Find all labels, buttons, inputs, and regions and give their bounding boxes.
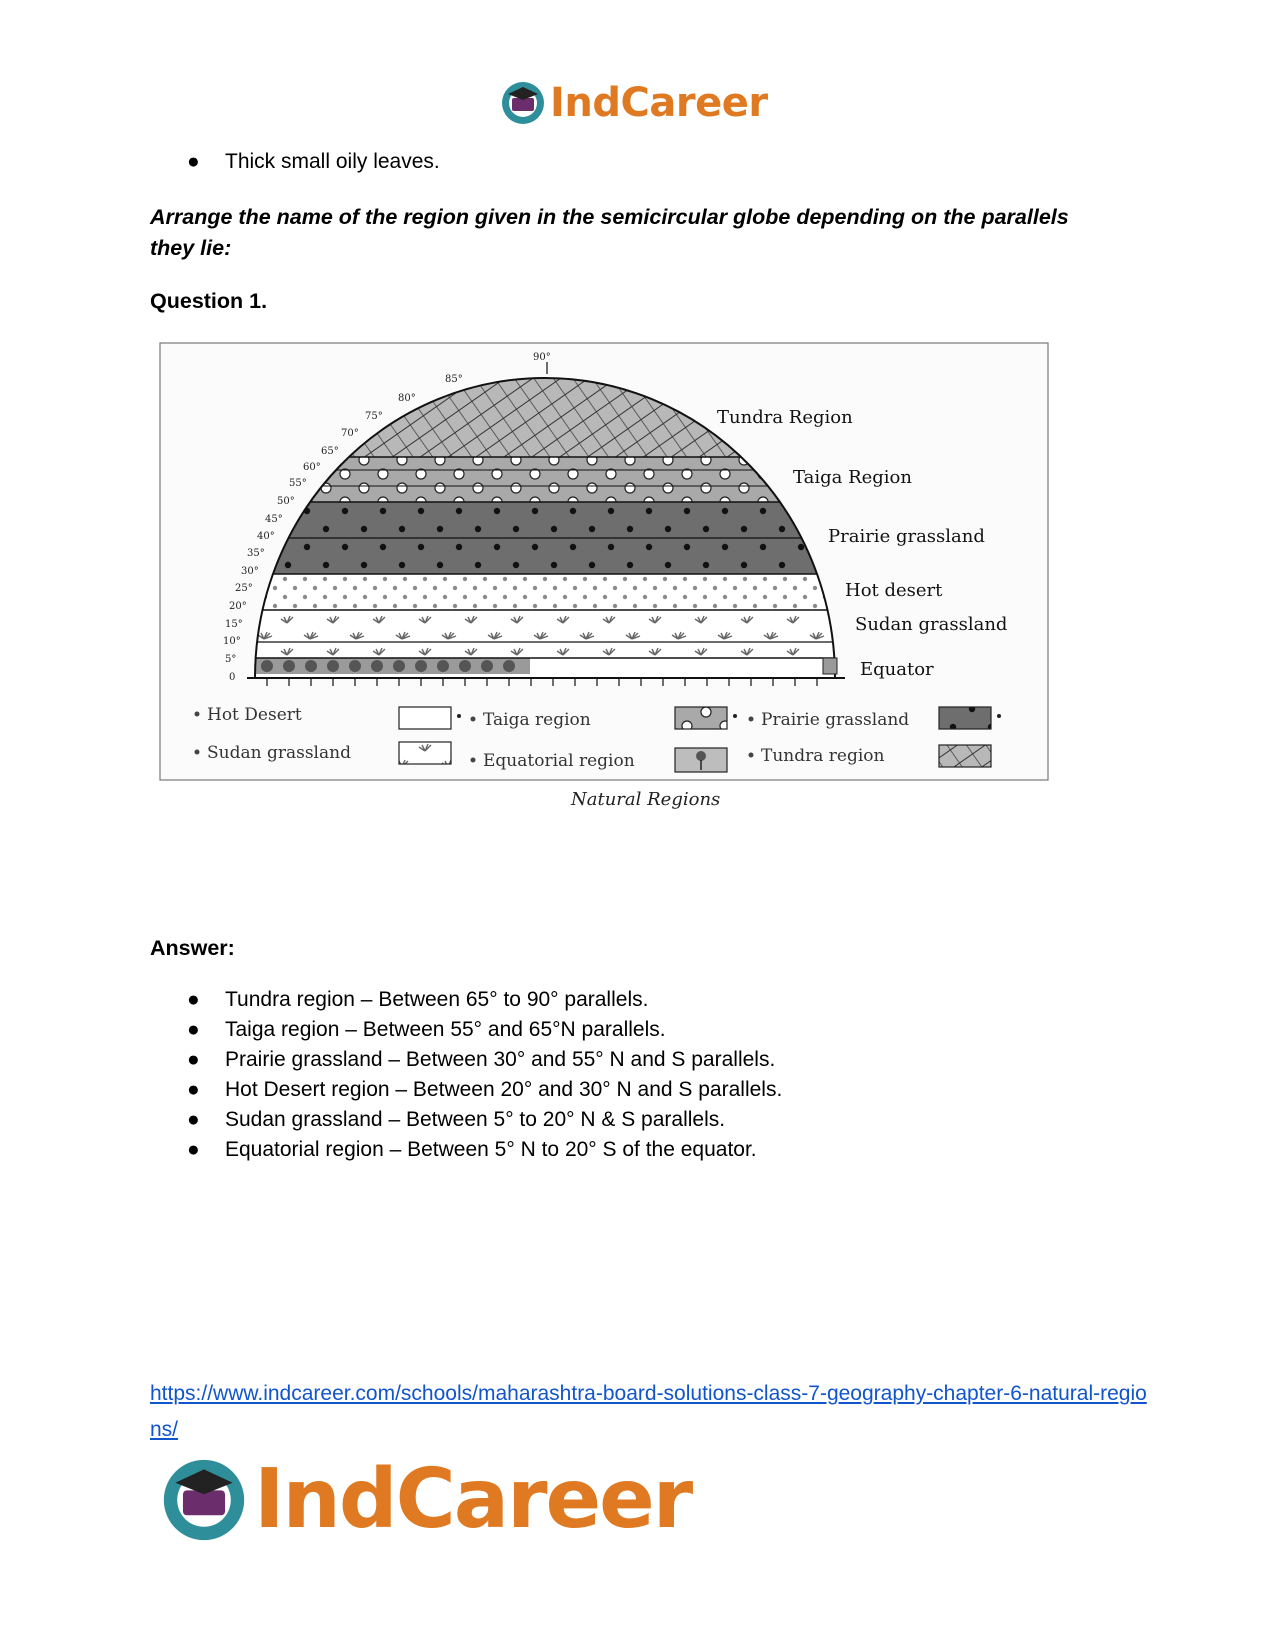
- lat-label-0: 0: [229, 672, 236, 683]
- sudan-band: [245, 610, 855, 658]
- legend-taiga: Taiga region: [483, 710, 591, 730]
- source-link[interactable]: https://www.indcareer.com/schools/maharashtra-board-solutions-class-7-geography-chapter-6-natural-regions/: [150, 1382, 1147, 1441]
- legend-taiga-swatch: [675, 707, 727, 729]
- sudan-label: Sudan grassland: [855, 614, 1008, 635]
- list-item-text: Thick small oily leaves.: [225, 150, 440, 173]
- answer-list: [187, 985, 782, 1165]
- graduation-book-icon: [500, 80, 546, 126]
- lat-label-15: 15°: [225, 619, 243, 630]
- logo-wordmark: IndCareer: [254, 1452, 692, 1547]
- list-item-text: Tundra region – Between 65° to 90° parallels.: [225, 988, 649, 1011]
- question-label: Question 1.: [150, 289, 268, 313]
- bullet-icon: ●: [187, 1078, 200, 1101]
- legend-tundra-swatch: [939, 745, 991, 767]
- graduation-book-icon: [160, 1456, 248, 1544]
- lat-label-45: 45°: [265, 514, 283, 525]
- hot-desert-band: [245, 574, 855, 610]
- list-item-text: Sudan grassland – Between 5° to 20° N & S parallels.: [225, 1108, 726, 1131]
- tundra-label: Tundra Region: [717, 407, 853, 428]
- lat-label-10: 10°: [223, 636, 241, 647]
- bullet-icon: ●: [187, 1138, 200, 1161]
- bullet-icon: ●: [187, 150, 200, 173]
- lat-label-60: 60°: [303, 462, 321, 473]
- taiga-label: Taiga Region: [793, 467, 912, 488]
- lat-label-40: 40°: [257, 531, 275, 542]
- instruction-text: Arrange the name of the region given in the semicircular globe depending on the parallels they lie:: [150, 205, 1069, 260]
- list-item: [187, 985, 782, 1015]
- list-item: [187, 147, 440, 177]
- lat-label-75: 75°: [365, 411, 383, 422]
- lat-label-70: 70°: [341, 428, 359, 439]
- indcareer-logo-bottom: [160, 1452, 692, 1547]
- legend-prairie: Prairie grassland: [761, 710, 910, 730]
- figure-caption: Natural Regions: [571, 789, 721, 810]
- lat-label-25: 25°: [235, 583, 253, 594]
- bullet-icon: ●: [187, 1108, 200, 1131]
- lat-label-50: 50°: [277, 496, 295, 507]
- list-item: [187, 1105, 782, 1135]
- answer-label: Answer:: [150, 936, 235, 960]
- legend-equatorial: Equatorial region: [483, 751, 635, 771]
- bullet-icon: ●: [187, 1018, 200, 1041]
- indcareer-logo-top: [500, 80, 768, 126]
- lat-label-30: 30°: [241, 566, 259, 577]
- legend-tundra: Tundra region: [761, 746, 885, 766]
- bullet-icon: ●: [187, 1048, 200, 1071]
- natural-regions-figure: [155, 340, 1105, 850]
- lat-label-20: 20°: [229, 601, 247, 612]
- list-item-text: Equatorial region – Between 5° N to 20° S of the equator.: [225, 1138, 757, 1161]
- list-item: [187, 1045, 782, 1075]
- hot-desert-label: Hot desert: [845, 580, 943, 601]
- legend-prairie-swatch: [939, 707, 991, 729]
- equator-label: Equator: [860, 659, 934, 680]
- list-item-text: Taiga region – Between 55° and 65°N parallels.: [225, 1018, 666, 1041]
- list-item-text: Hot Desert region – Between 20° and 30° N and S parallels.: [225, 1078, 783, 1101]
- list-item: [187, 1135, 782, 1165]
- legend-hot-desert: Hot Desert: [207, 705, 302, 725]
- lat-label-65: 65°: [321, 446, 339, 457]
- prairie-label: Prairie grassland: [828, 526, 985, 547]
- lat-label-85: 85°: [445, 374, 463, 385]
- list-item: [187, 1015, 782, 1045]
- lat-label-90: 90°: [533, 352, 551, 363]
- legend-sudan-swatch: [399, 742, 451, 764]
- bullet-icon: ●: [187, 988, 200, 1011]
- lat-label-35: 35°: [247, 548, 265, 559]
- legend-hot-desert-swatch: [399, 707, 451, 729]
- legend-sudan: Sudan grassland: [207, 743, 351, 763]
- lat-label-80: 80°: [398, 393, 416, 404]
- logo-wordmark: IndCareer: [550, 80, 768, 126]
- lat-label-5: 5°: [225, 654, 237, 665]
- list-item-text: Prairie grassland – Between 30° and 55° N and S parallels.: [225, 1048, 776, 1071]
- natural-regions-diagram: [155, 340, 1105, 850]
- list-item: [187, 1075, 782, 1105]
- lat-label-55: 55°: [289, 478, 307, 489]
